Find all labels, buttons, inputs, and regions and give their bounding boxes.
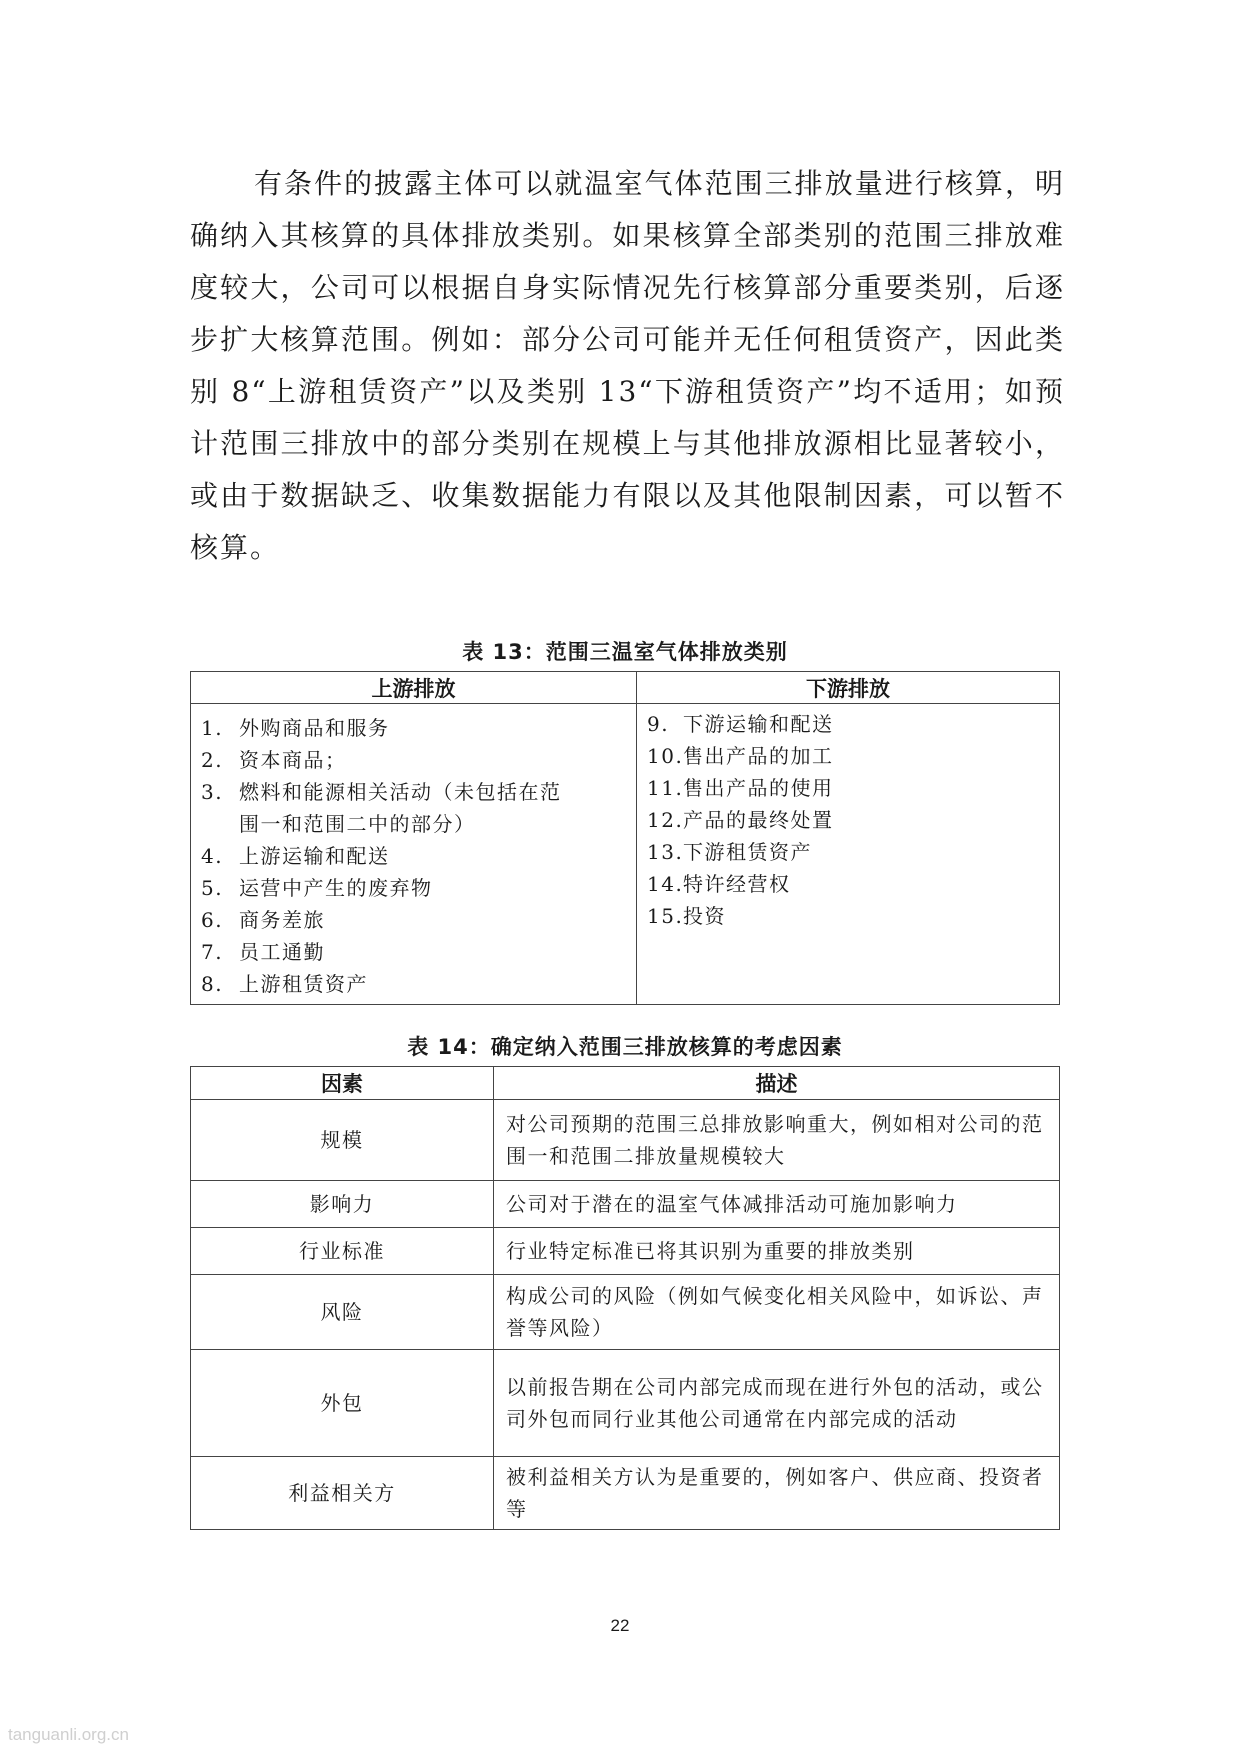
table13-emission-categories [190,671,1060,1005]
table13-header-row [191,672,1060,704]
item-number: 2. [201,748,224,772]
description-cell: 对公司预期的范围三总排放影响重大，例如相对公司的范围一和范围二排放量规模较大 [494,1100,1060,1181]
factor-header: 因素 [191,1067,494,1100]
table13-caption: 表 13：范围三温室气体排放类别 [462,640,788,664]
list-item [201,776,626,840]
table-row [191,1181,1060,1228]
list-item [201,840,626,872]
item-number: 11. [647,776,684,800]
list-item [201,744,626,776]
list-item [201,872,626,904]
factor-cell: 风险 [191,1275,494,1350]
list-item [647,772,1049,804]
table-row [191,1228,1060,1275]
table-row [191,1350,1060,1457]
factor-cell: 规模 [191,1100,494,1181]
item-text: 员工通勤 [239,940,325,964]
description-cell: 以前报告期在公司内部完成而现在进行外包的活动，或公司外包而同行业其他公司通常在内部完成的活动 [494,1350,1060,1457]
upstream-list [201,712,626,1000]
item-text: 资本商品； [239,748,347,772]
item-text: 产品的最终处置 [683,808,834,832]
intro-paragraph: 有条件的披露主体可以就温室气体范围三排放量进行核算，明确纳入其核算的具体排放类别。如果核算全部类别的范围三排放难度较大，公司可以根据自身实际情况先行核算部分重要类别，后逐步扩大核算范围。例如：部分公司可能并无任何租赁资产，因此类别 8“上游租赁资产”以及类别 13“下游租赁资产”均不适用；如预计范围三排放中的部分类别在规模上与其他排放源相比显著较小，或由于数据缺乏、收集数据能力有限以及其他限制因素，可以暂不核算。 [190,167,1065,564]
factor-cell: 影响力 [191,1181,494,1228]
item-number: 3. [201,780,224,804]
item-number: 14. [647,872,684,896]
item-text: 运营中产生的废弃物 [239,876,433,900]
upstream-header: 上游排放 [191,672,637,704]
item-number: 9. [647,712,670,736]
table-row [191,1100,1060,1181]
item-number: 1. [201,716,224,740]
description-cell: 行业特定标准已将其识别为重要的排放类别 [494,1228,1060,1275]
table-row [191,1275,1060,1350]
downstream-header: 下游排放 [637,672,1060,704]
table14-caption: 表 14：确定纳入范围三排放核算的考虑因素 [407,1035,843,1059]
list-item [647,900,1049,932]
item-text: 投资 [683,904,726,928]
item-text: 特许经营权 [683,872,791,896]
item-number: 6. [201,908,224,932]
item-number: 13. [647,840,684,864]
item-number: 4. [201,844,224,868]
page-number: 22 [610,1616,630,1635]
item-text: 下游租赁资产 [683,840,812,864]
list-item [647,868,1049,900]
item-text: 外购商品和服务 [239,716,390,740]
list-item [201,712,626,744]
item-text: 上游租赁资产 [239,972,368,996]
item-number: 12. [647,808,684,832]
upstream-cell [191,704,637,1005]
item-text: 燃料和能源相关活动（未包括在范 [239,780,562,804]
table-row [191,1457,1060,1530]
downstream-list [647,708,1049,932]
description-cell: 被利益相关方认为是重要的，例如客户、供应商、投资者等 [494,1457,1060,1530]
item-number: 8. [201,972,224,996]
item-text: 售出产品的加工 [683,744,834,768]
factor-cell: 利益相关方 [191,1457,494,1530]
item-text: 上游运输和配送 [239,844,390,868]
table13-body-row [191,704,1060,1005]
list-item [201,904,626,936]
item-number: 7. [201,940,224,964]
item-text: 售出产品的使用 [683,776,834,800]
item-text-continued: 围一和范围二中的部分） [239,812,476,836]
item-text: 商务差旅 [239,908,325,932]
item-number: 5. [201,876,224,900]
list-item [647,836,1049,868]
factor-cell: 外包 [191,1350,494,1457]
table14-header-row [191,1067,1060,1100]
table14-considerations [190,1066,1060,1530]
list-item [647,708,1049,740]
item-text: 下游运输和配送 [683,712,834,736]
description-cell: 构成公司的风险（例如气候变化相关风险中，如诉讼、声誉等风险） [494,1275,1060,1350]
item-number: 15. [647,904,684,928]
list-item [647,740,1049,772]
factor-cell: 行业标准 [191,1228,494,1275]
downstream-cell [637,704,1060,1005]
item-number: 10. [647,744,684,768]
list-item [647,804,1049,836]
watermark-text: tanguanli.org.cn [8,1725,129,1744]
list-item [201,968,626,1000]
list-item [201,936,626,968]
description-cell: 公司对于潜在的温室气体减排活动可施加影响力 [494,1181,1060,1228]
description-header: 描述 [494,1067,1060,1100]
